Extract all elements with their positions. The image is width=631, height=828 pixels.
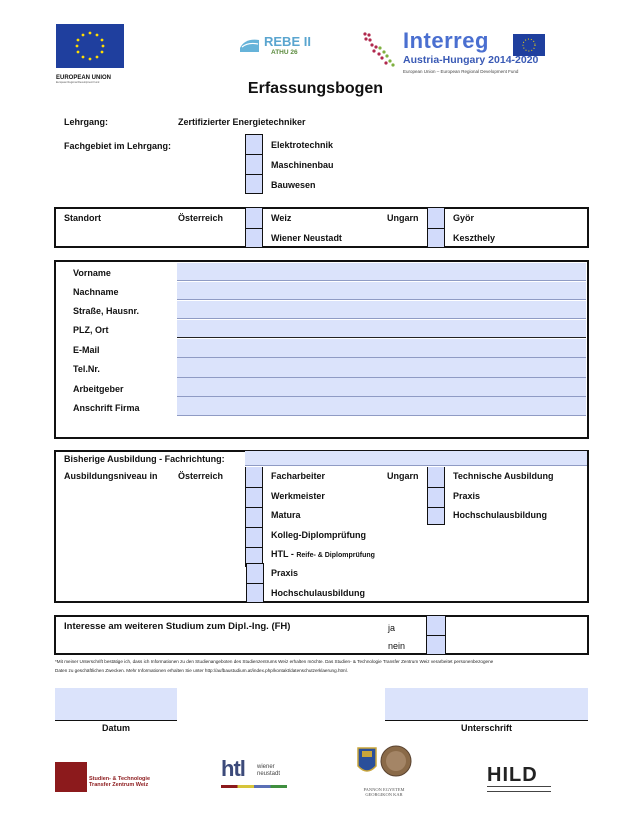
- input-email[interactable]: [177, 339, 586, 358]
- option-keszthely: Keszthely: [453, 233, 496, 243]
- option-htl-main: HTL -: [271, 549, 297, 559]
- label-tel: Tel.Nr.: [73, 364, 100, 374]
- page-title: Erfassungsbogen: [247, 80, 384, 97]
- eu-flag-icon: [56, 24, 124, 68]
- location-label: Standort: [64, 213, 101, 223]
- option-elektrotechnik: Elektrotechnik: [271, 140, 334, 150]
- pannon-text-1: PANNON EGYETEM: [363, 787, 405, 792]
- hild-underline: [487, 786, 551, 792]
- stz-red-square-icon: [55, 762, 87, 792]
- label-strasse: Straße, Hausnr.: [73, 306, 140, 316]
- option-praxis-hu: Praxis: [453, 491, 481, 501]
- education-austria-label: Österreich: [178, 471, 224, 481]
- option-matura: Matura: [271, 510, 301, 520]
- checkbox-gyor[interactable]: [427, 208, 445, 228]
- rebe-title: REBE II: [264, 34, 311, 49]
- option-htl: [271, 549, 375, 559]
- hild-logo: [487, 764, 553, 792]
- input-plz-ort[interactable]: [177, 320, 586, 338]
- label-email: E-Mail: [73, 345, 100, 355]
- input-arbeitgeber[interactable]: [177, 378, 586, 397]
- interest-no-label: nein: [388, 641, 406, 651]
- checkbox-keszthely[interactable]: [427, 228, 445, 247]
- course-label: Lehrgang:: [64, 117, 108, 127]
- interreg-logo: [360, 30, 582, 80]
- rebe-subtitle: ATHU 26: [271, 49, 298, 56]
- input-tel[interactable]: [177, 358, 586, 378]
- checkbox-praxis-at[interactable]: [246, 563, 264, 583]
- location-austria-label: Österreich: [178, 213, 224, 223]
- eu-subcaption: European Regional Development Fund: [56, 81, 100, 84]
- checkbox-technische-ausbildung[interactable]: [427, 467, 445, 487]
- label-vorname: Vorname: [73, 268, 111, 278]
- option-technische-ausbildung: Technische Ausbildung: [453, 471, 554, 481]
- interest-yes-label: ja: [388, 623, 396, 633]
- checkbox-kolleg[interactable]: [245, 527, 263, 547]
- interest-label: Interesse am weiteren Studium zum Dipl.-Ing. (FH): [64, 621, 291, 632]
- input-previous-education[interactable]: [245, 451, 587, 466]
- disclaimer-line-2: Daten zu geschäftlichen Zwecken. Mehr Informationen erhalten Sie unter http://aufbaustudium.at/index.php/kontakt/datenschutzerklaerung.html.: [55, 668, 348, 673]
- option-wiener-neustadt: Wiener Neustadt: [271, 233, 342, 243]
- date-label: Datum: [101, 723, 130, 733]
- input-nachname[interactable]: [177, 282, 586, 300]
- checkbox-matura[interactable]: [245, 507, 263, 527]
- htl-text: htl: [221, 756, 245, 781]
- eu-caption: EUROPEAN UNION: [56, 75, 112, 81]
- checkbox-hochschule-at[interactable]: [246, 583, 264, 603]
- label-plz-ort: PLZ, Ort: [73, 325, 109, 335]
- checkbox-bauwesen[interactable]: [245, 174, 263, 194]
- option-kolleg: Kolleg-Diplomprüfung: [271, 530, 366, 540]
- checkbox-praxis-hu[interactable]: [427, 487, 445, 507]
- input-strasse[interactable]: [177, 301, 586, 319]
- label-arbeitgeber: Arbeitgeber: [73, 384, 124, 394]
- checkbox-maschinenbau[interactable]: [245, 154, 263, 174]
- option-praxis-at: Praxis: [271, 568, 299, 578]
- input-anschrift-firma[interactable]: [177, 397, 586, 416]
- rebe-logo: [239, 34, 319, 56]
- education-hungary-label: Ungarn: [387, 471, 419, 481]
- option-gyor: Györ: [453, 213, 475, 223]
- option-facharbeiter: Facharbeiter: [271, 471, 326, 481]
- input-vorname[interactable]: [177, 263, 586, 281]
- stz-text: Studien- & Technologie Transfer Zentrum Weiz: [89, 776, 151, 788]
- input-date[interactable]: [55, 688, 177, 721]
- option-weiz: Weiz: [271, 213, 292, 223]
- option-maschinenbau: Maschinenbau: [271, 160, 334, 170]
- option-bauwesen: Bauwesen: [271, 180, 316, 190]
- checkbox-hochschule-hu[interactable]: [427, 507, 445, 525]
- interreg-dots-icon: [360, 30, 398, 68]
- interreg-caption: European Union – European Regional Development Fund: [403, 69, 519, 74]
- checkbox-facharbeiter[interactable]: [245, 467, 263, 487]
- pannon-text-2: GEORGIKON KAR: [365, 792, 403, 797]
- pannon-crest-icon: [354, 744, 414, 782]
- input-signature[interactable]: [385, 688, 588, 721]
- disclaimer-line-1: *Mit meiner Unterschrift bestätige ich, dass ich Informationen zu den Studienangeboten des Studienzentrums Weiz erhalten möchte. Das Studien- & Technologie Transfer Zentrum Weiz verarbeitet personenbezogene: [55, 659, 494, 664]
- option-htl-suffix: Reife- & Diplomprüfung: [296, 552, 375, 559]
- previous-education-label: Bisherige Ausbildung - Fachrichtung:: [64, 454, 225, 464]
- htl-sub-1: wiener: [257, 764, 275, 770]
- stz-logo: [55, 762, 165, 792]
- location-hungary-label: Ungarn: [387, 213, 419, 223]
- pannon-logo: [354, 744, 414, 797]
- field-label: Fachgebiet im Lehrgang:: [64, 141, 172, 151]
- option-hochschule-hu: Hochschulausbildung: [453, 510, 548, 520]
- course-value: Zertifizierter Energietechniker: [178, 117, 306, 127]
- education-level-label: Ausbildungsniveau in: [64, 471, 158, 481]
- htl-color-bar: [221, 785, 287, 788]
- htl-logo: [221, 756, 289, 792]
- eu-logo: [56, 24, 124, 82]
- interreg-subtitle: Austria-Hungary 2014-2020: [403, 54, 539, 66]
- label-anschrift-firma: Anschrift Firma: [73, 403, 140, 413]
- label-nachname: Nachname: [73, 287, 119, 297]
- option-hochschule-at: Hochschulausbildung: [271, 588, 366, 598]
- checkbox-weiz[interactable]: [245, 208, 263, 228]
- interreg-title: Interreg: [403, 28, 489, 53]
- checkbox-elektrotechnik[interactable]: [245, 134, 263, 154]
- checkbox-werkmeister[interactable]: [245, 487, 263, 507]
- checkbox-interest-yes[interactable]: [426, 616, 446, 635]
- option-werkmeister: Werkmeister: [271, 491, 325, 501]
- checkbox-wiener-neustadt[interactable]: [245, 228, 263, 247]
- rebe-wave-icon: [239, 36, 261, 54]
- htl-sub-2: neustadt: [257, 771, 281, 777]
- signature-label: Unterschrift: [460, 723, 512, 733]
- checkbox-interest-no[interactable]: [426, 635, 446, 654]
- hild-text: HILD: [487, 764, 538, 786]
- interreg-eu-flag-icon: [513, 34, 545, 56]
